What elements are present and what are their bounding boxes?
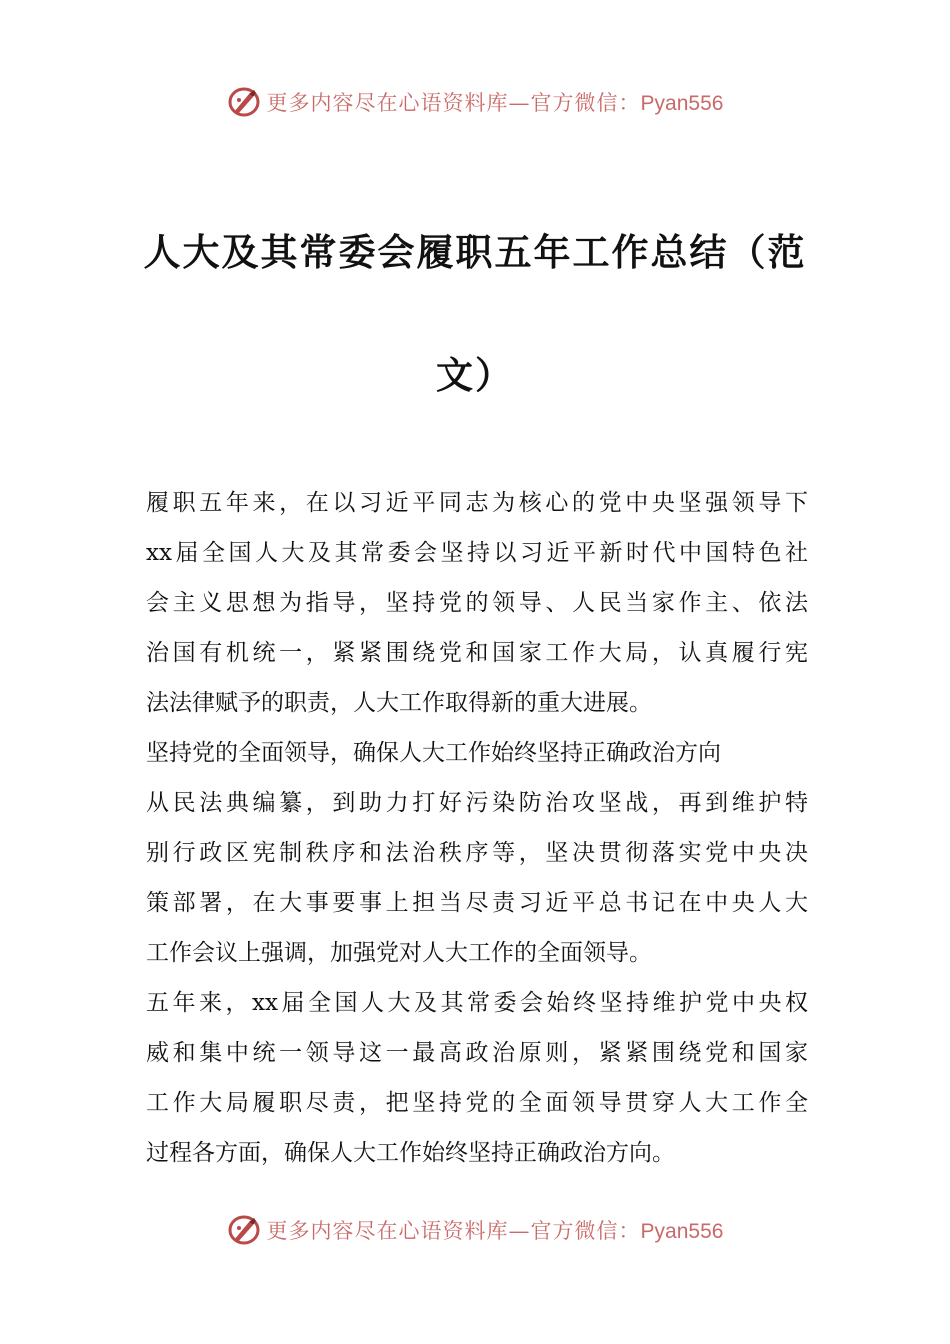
watermark-text [267, 87, 724, 117]
body-line: 威和集中统一领导这一最高政治原则，紧紧围绕党和国家 [146, 1040, 808, 1066]
footer-watermark [0, 1210, 950, 1250]
document-title-line-1: 人大及其常委会履职五年工作总结（范 [143, 230, 807, 274]
body-line: 从民法典编纂，到助力打好污染防治攻坚战，再到维护特 [146, 790, 808, 816]
pen-logo-icon [227, 85, 261, 119]
body-line: 工作大局履职尽责，把坚持党的全面领导贯穿人大工作全 [146, 1090, 808, 1116]
body-line: 工作会议上强调，加强党对人大工作的全面领导。 [146, 940, 652, 966]
document-title-line-2: 文） [436, 353, 514, 397]
body-line: 过程各方面，确保人大工作始终坚持正确政治方向。 [146, 1140, 675, 1166]
body-line: 法法律赋予的职责，人大工作取得新的重大进展。 [146, 690, 652, 716]
document-body [146, 478, 808, 1178]
watermark-handle: Pyan556 [640, 92, 724, 115]
header-watermark [0, 82, 950, 122]
body-line: 五年来，xx届全国人大及其常委会始终坚持维护党中央权 [146, 990, 808, 1016]
watermark-middle: 官方微信： [530, 91, 641, 115]
watermark-middle: 官方微信： [530, 1219, 641, 1243]
body-line: 履职五年来，在以习近平同志为核心的党中央坚强领导下 [146, 490, 808, 516]
body-line: 坚持党的全面领导，确保人大工作始终坚持正确政治方向 [146, 740, 721, 766]
watermark-prefix: 更多内容尽在心语资料库 [266, 91, 509, 115]
body-line: 别行政区宪制秩序和法治秩序等，坚决贯彻落实党中央决 [146, 840, 808, 866]
watermark-separator: — [508, 1219, 531, 1243]
watermark-separator: — [508, 91, 531, 115]
watermark-handle: Pyan556 [640, 1220, 724, 1243]
body-line: 会主义思想为指导，坚持党的领导、人民当家作主、依法 [146, 590, 808, 616]
pen-logo-icon [227, 1213, 261, 1247]
watermark-text [267, 1215, 724, 1245]
body-line: xx届全国人大及其常委会坚持以习近平新时代中国特色社 [146, 540, 808, 566]
watermark-prefix: 更多内容尽在心语资料库 [266, 1219, 509, 1243]
body-line: 治国有机统一，紧紧围绕党和国家工作大局，认真履行宪 [146, 640, 808, 666]
body-line: 策部署，在大事要事上担当尽责习近平总书记在中央人大 [146, 890, 808, 916]
